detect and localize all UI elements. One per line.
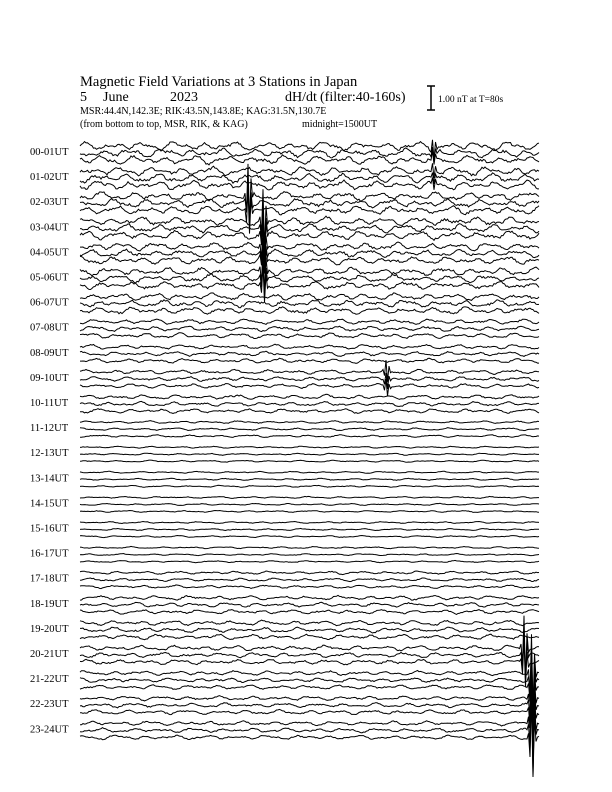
midnight-note: midnight=1500UT [302, 119, 378, 130]
trace-kag [80, 421, 539, 424]
trace-msr [80, 212, 539, 258]
row-label: 06-07UT [30, 297, 69, 309]
trace-msr [80, 560, 539, 562]
trace-order-note: (from bottom to top, MSR, RIK, & KAG) [80, 119, 248, 130]
station-coordinates: MSR:44.4N,142.3E; RIK:43.5N,143.8E; KAG:31.5N,130.7E [80, 106, 327, 117]
trace-rik [80, 627, 539, 633]
trace-kag [80, 394, 539, 399]
chart-header [80, 74, 406, 130]
traces [80, 140, 539, 777]
row-label: 19-20UT [30, 623, 69, 635]
row-label: 16-17UT [30, 548, 69, 560]
row-label: 00-01UT [30, 147, 69, 158]
trace-msr [80, 178, 539, 190]
filter-label: (filter:40-160s) [320, 90, 406, 105]
trace-rik [80, 453, 539, 455]
row-label: 13-14UT [30, 473, 69, 485]
scale-bar [427, 86, 503, 110]
row-label: 10-11UT [30, 398, 69, 409]
row-label: 18-19UT [30, 598, 69, 610]
row-label: 07-08UT [30, 322, 69, 334]
trace-msr [80, 634, 539, 640]
trace-rik [80, 351, 539, 356]
trace-kag [80, 293, 539, 301]
trace-rik [80, 181, 539, 226]
trace-kag [80, 319, 539, 324]
date-day: 5 [80, 90, 87, 105]
trace-rik [80, 602, 539, 607]
trace-kag [80, 616, 539, 681]
trace-msr [80, 511, 539, 513]
trace-kag [80, 634, 539, 711]
trace-rik [80, 528, 539, 530]
trace-msr [80, 610, 539, 615]
row-label: 14-15UT [30, 498, 69, 510]
date-year: 2023 [170, 90, 198, 105]
scale-bar-label: 1.00 nT at T=80s [438, 95, 504, 105]
trace-rik [80, 326, 539, 331]
trace-kag [80, 344, 539, 349]
trace-rik [80, 428, 539, 431]
trace-kag [80, 163, 539, 178]
trace-rik [80, 554, 539, 556]
row-label: 15-16UT [30, 523, 69, 535]
row-label: 23-24UT [30, 724, 69, 736]
trace-kag [80, 571, 539, 575]
chart-title: Magnetic Field Variations at 3 Stations in Japan [80, 74, 358, 90]
trace-rik [80, 690, 539, 769]
row-labels [30, 147, 69, 735]
trace-rik [80, 650, 539, 709]
row-label: 03-04UT [30, 222, 69, 234]
row-label: 20-21UT [30, 649, 69, 660]
date-month: June [103, 90, 129, 105]
trace-msr [80, 485, 539, 487]
trace-rik [80, 373, 539, 389]
row-label: 05-06UT [30, 272, 69, 284]
trace-kag [80, 471, 539, 473]
row-label: 08-09UT [30, 347, 69, 359]
row-label: 11-12UT [30, 423, 69, 435]
trace-msr [80, 307, 539, 314]
row-label: 09-10UT [30, 372, 69, 384]
row-label: 04-05UT [30, 247, 69, 259]
trace-kag [80, 360, 539, 382]
row-label: 01-02UT [30, 172, 69, 184]
trace-msr [80, 435, 539, 438]
trace-msr [80, 379, 539, 396]
trace-kag [80, 189, 539, 250]
trace-rik [80, 401, 539, 406]
trace-msr [80, 536, 539, 538]
trace-msr [80, 333, 539, 339]
row-label: 02-03UT [30, 197, 69, 209]
row-label: 12-13UT [30, 448, 69, 460]
trace-msr [80, 265, 539, 302]
trace-kag [80, 496, 539, 498]
row-label: 21-22UT [30, 674, 69, 686]
trace-msr [80, 151, 539, 165]
trace-msr [80, 585, 539, 589]
trace-kag [80, 446, 539, 448]
trace-rik [80, 578, 539, 582]
trace-msr [80, 657, 539, 716]
row-label: 22-23UT [30, 699, 69, 711]
trace-msr [80, 679, 539, 745]
trace-msr [80, 409, 539, 414]
trace-kag [80, 546, 539, 548]
trace-rik [80, 478, 539, 480]
trace-kag [80, 620, 539, 626]
trace-rik [80, 503, 539, 505]
trace-msr [80, 460, 539, 462]
quantity-label: dH/dt [285, 90, 317, 105]
trace-msr [80, 358, 539, 363]
trace-rik [80, 673, 539, 738]
trace-kag [80, 522, 539, 524]
row-label: 17-18UT [30, 573, 69, 585]
trace-kag [80, 656, 539, 743]
trace-kag [80, 595, 539, 600]
trace-rik [80, 258, 539, 296]
trace-rik [80, 300, 539, 308]
trace-kag [80, 164, 539, 225]
trace-rik [80, 238, 539, 272]
